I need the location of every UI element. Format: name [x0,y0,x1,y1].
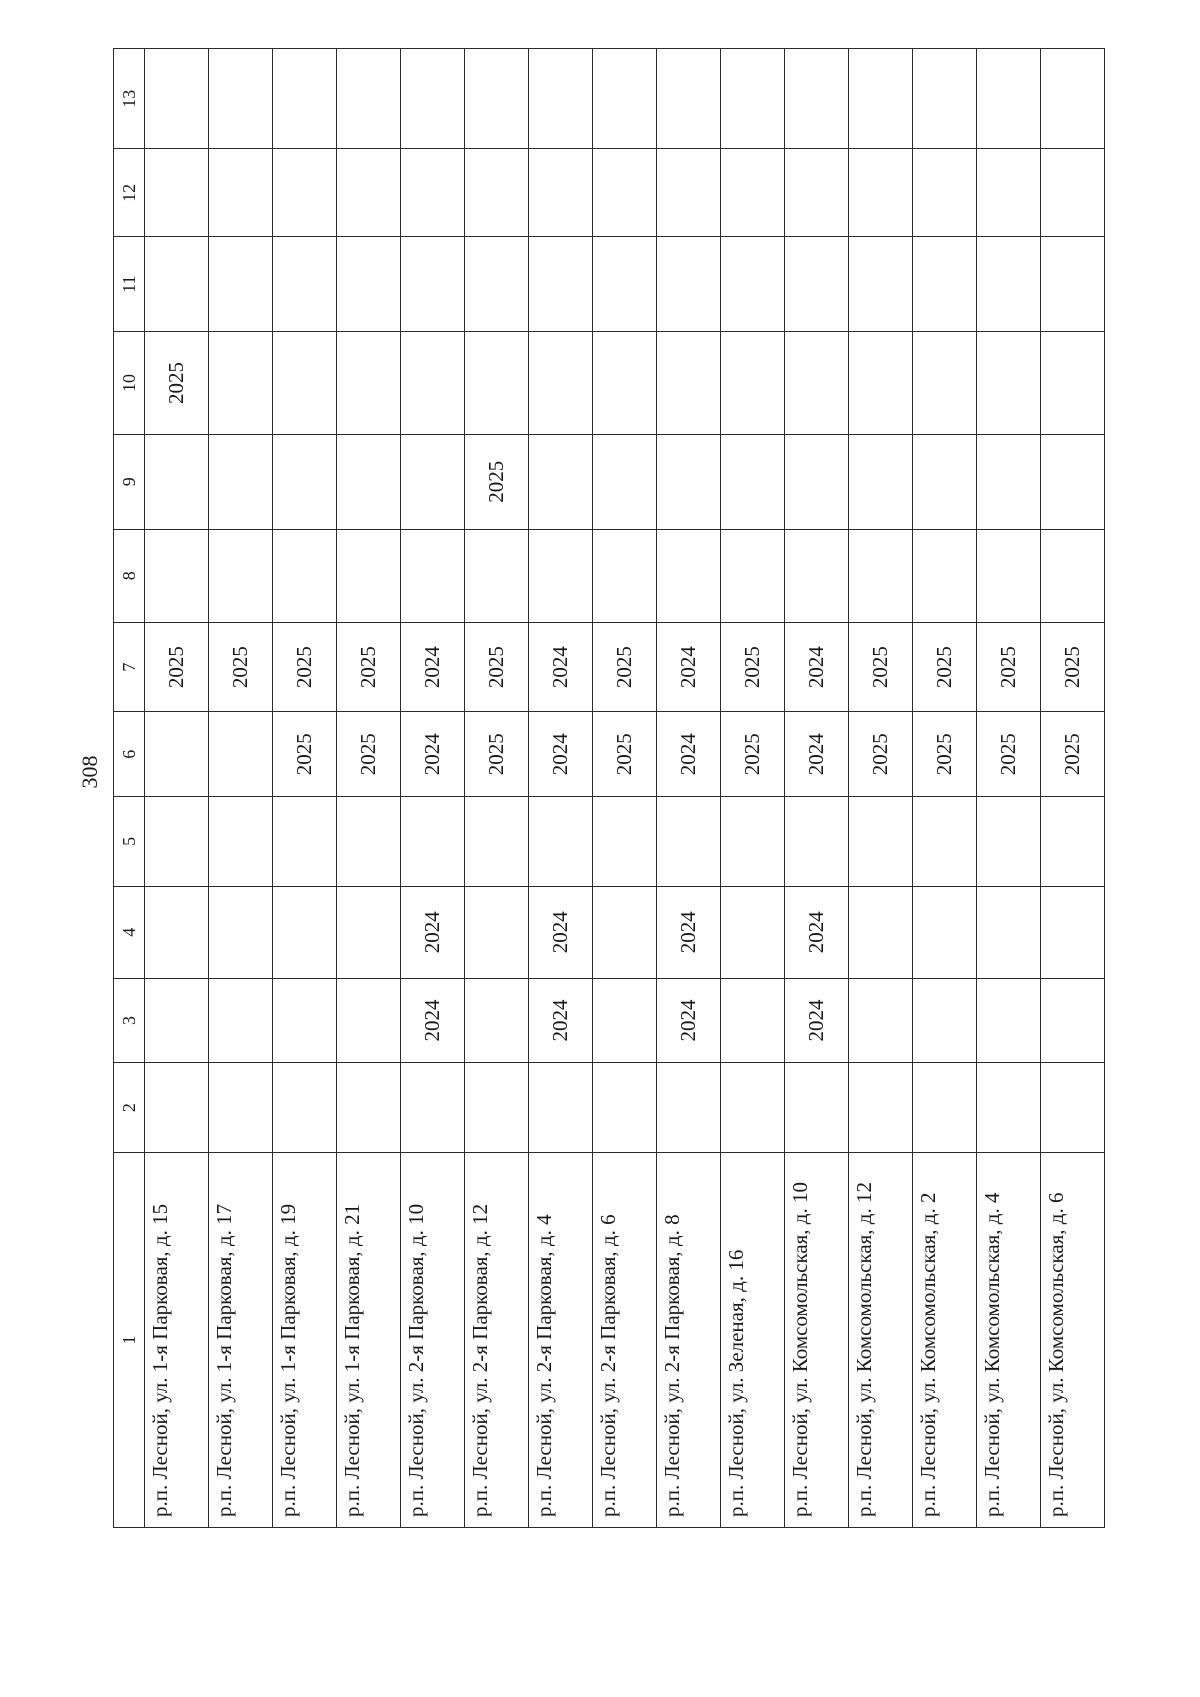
column-header-5: 5 [114,797,145,887]
address-cell: р.п. Лесной, ул. 2-я Парковая, д. 8 [657,1152,721,1527]
year-cell [977,434,1041,529]
table-row [465,49,529,1528]
year-cell [721,797,785,887]
table-row [337,49,401,1528]
year-cell [593,49,657,149]
year-cell [913,149,977,237]
year-cell [657,237,721,332]
year-cell [145,1063,209,1153]
year-cell: 2025 [465,712,529,797]
year-cell [977,529,1041,622]
year-cell [273,1063,337,1153]
year-cell [465,978,529,1063]
year-cell [913,1063,977,1153]
address-cell: р.п. Лесной, ул. 1-я Парковая, д. 15 [145,1152,209,1527]
year-cell [465,332,529,434]
year-cell [593,237,657,332]
column-header-10: 10 [114,332,145,434]
year-cell [273,797,337,887]
year-cell [529,49,593,149]
year-cell [337,886,401,978]
year-cell [977,49,1041,149]
address-cell: р.п. Лесной, ул. 1-я Парковая, д. 19 [273,1152,337,1527]
year-cell [273,434,337,529]
column-header-7: 7 [114,622,145,712]
year-cell [401,149,465,237]
year-cell [1041,49,1105,149]
year-cell [337,49,401,149]
year-cell [657,332,721,434]
year-cell [273,149,337,237]
table-row [721,49,785,1528]
column-header-11: 11 [114,237,145,332]
year-cell [401,332,465,434]
year-cell [209,797,273,887]
year-cell [529,332,593,434]
year-cell [145,149,209,237]
year-cell: 2024 [529,622,593,712]
year-cell [273,978,337,1063]
year-cell [145,434,209,529]
year-cell [593,978,657,1063]
year-cell: 2025 [849,622,913,712]
year-cell [465,49,529,149]
year-cell [977,797,1041,887]
year-cell [209,49,273,149]
year-cell [913,978,977,1063]
address-cell: р.п. Лесной, ул. 2-я Парковая, д. 10 [401,1152,465,1527]
year-cell: 2024 [401,886,465,978]
year-cell: 2025 [721,622,785,712]
year-cell: 2024 [657,886,721,978]
year-cell [465,1063,529,1153]
table-row [145,49,209,1528]
year-cell [529,797,593,887]
year-cell [209,434,273,529]
table-header-row [114,49,145,1528]
year-cell [529,149,593,237]
year-cell [849,886,913,978]
year-cell [849,1063,913,1153]
year-cell [209,1063,273,1153]
year-cell [849,434,913,529]
year-cell: 2024 [529,978,593,1063]
year-cell [273,49,337,149]
column-header-12: 12 [114,149,145,237]
column-header-6: 6 [114,712,145,797]
address-cell: р.п. Лесной, ул. 2-я Парковая, д. 12 [465,1152,529,1527]
year-cell [721,978,785,1063]
year-cell [721,434,785,529]
year-cell: 2024 [785,886,849,978]
year-cell [721,149,785,237]
year-cell [977,1063,1041,1153]
year-cell [849,529,913,622]
year-cell: 2025 [209,622,273,712]
year-cell [1041,434,1105,529]
table-row [913,49,977,1528]
year-cell: 2025 [145,332,209,434]
year-cell [337,529,401,622]
year-cell [337,978,401,1063]
year-cell [913,797,977,887]
year-cell: 2024 [785,712,849,797]
year-cell: 2025 [977,622,1041,712]
column-header-2: 2 [114,1063,145,1153]
year-cell [145,237,209,332]
year-cell [593,1063,657,1153]
column-header-13: 13 [114,49,145,149]
year-cell [1041,149,1105,237]
address-cell: р.п. Лесной, ул. 2-я Парковая, д. 6 [593,1152,657,1527]
table-row [209,49,273,1528]
year-cell [913,237,977,332]
year-cell [721,886,785,978]
year-cell [401,797,465,887]
year-cell: 2025 [337,622,401,712]
year-cell: 2024 [401,622,465,712]
year-cell [977,886,1041,978]
year-cell: 2025 [465,622,529,712]
table-row [849,49,913,1528]
year-cell [1041,332,1105,434]
year-cell: 2024 [657,712,721,797]
table-row [1041,49,1105,1528]
column-header-1: 1 [114,1152,145,1527]
column-header-4: 4 [114,886,145,978]
year-cell [721,49,785,149]
year-cell [977,332,1041,434]
year-cell [721,1063,785,1153]
year-cell [657,529,721,622]
year-cell [209,712,273,797]
year-cell [401,434,465,529]
year-cell: 2024 [529,712,593,797]
address-cell: р.п. Лесной, ул. Комсомольская, д. 6 [1041,1152,1105,1527]
year-cell [849,237,913,332]
year-cell [401,237,465,332]
year-cell [337,237,401,332]
year-cell [1041,797,1105,887]
year-cell: 2025 [913,622,977,712]
year-cell [401,529,465,622]
year-cell [721,237,785,332]
year-cell [337,149,401,237]
year-cell [849,332,913,434]
column-header-3: 3 [114,978,145,1063]
year-cell [593,149,657,237]
year-cell [785,149,849,237]
year-cell [337,434,401,529]
page-number: 308 [77,755,102,789]
year-cell [913,529,977,622]
year-cell [465,797,529,887]
year-cell: 2025 [849,712,913,797]
year-cell [657,1063,721,1153]
schedule-table [113,48,1105,1528]
table-body [145,49,1105,1528]
year-cell: 2025 [273,712,337,797]
year-cell [977,978,1041,1063]
year-cell [1041,1063,1105,1153]
year-cell [145,797,209,887]
address-cell: р.п. Лесной, ул. Комсомольская, д. 10 [785,1152,849,1527]
year-cell [529,434,593,529]
year-cell [785,529,849,622]
year-cell [593,434,657,529]
year-cell [465,886,529,978]
year-cell [465,529,529,622]
year-cell [209,332,273,434]
year-cell [209,237,273,332]
year-cell [273,332,337,434]
table-row [785,49,849,1528]
year-cell [849,49,913,149]
year-cell: 2025 [593,622,657,712]
year-cell [465,237,529,332]
address-cell: р.п. Лесной, ул. Зеленая, д. 16 [721,1152,785,1527]
year-cell [593,529,657,622]
year-cell: 2024 [401,712,465,797]
year-cell [785,237,849,332]
year-cell [657,49,721,149]
address-cell: р.п. Лесной, ул. Комсомольская, д. 12 [849,1152,913,1527]
year-cell [721,332,785,434]
table-row [401,49,465,1528]
year-cell: 2025 [1041,622,1105,712]
year-cell [209,886,273,978]
year-cell [785,332,849,434]
column-header-9: 9 [114,434,145,529]
year-cell [337,1063,401,1153]
year-cell [209,529,273,622]
address-cell: р.п. Лесной, ул. Комсомольская, д. 4 [977,1152,1041,1527]
year-cell [145,712,209,797]
year-cell [1041,529,1105,622]
year-cell [1041,237,1105,332]
year-cell [913,434,977,529]
year-cell: 2025 [273,622,337,712]
year-cell [785,49,849,149]
year-cell [785,797,849,887]
year-cell: 2024 [657,978,721,1063]
year-cell [977,149,1041,237]
year-cell: 2025 [593,712,657,797]
year-cell [849,978,913,1063]
year-cell [145,886,209,978]
year-cell: 2025 [465,434,529,529]
year-cell [913,49,977,149]
year-cell: 2024 [785,978,849,1063]
year-cell [145,978,209,1063]
year-cell [593,332,657,434]
year-cell [913,332,977,434]
year-cell: 2024 [785,622,849,712]
year-cell: 2025 [721,712,785,797]
year-cell [913,886,977,978]
table-row [593,49,657,1528]
year-cell [1041,978,1105,1063]
year-cell: 2025 [145,622,209,712]
year-cell [273,237,337,332]
table-row [977,49,1041,1528]
year-cell: 2024 [401,978,465,1063]
year-cell [209,978,273,1063]
address-cell: р.п. Лесной, ул. 2-я Парковая, д. 4 [529,1152,593,1527]
year-cell [977,237,1041,332]
year-cell [1041,886,1105,978]
year-cell [785,1063,849,1153]
address-cell: р.п. Лесной, ул. 1-я Парковая, д. 17 [209,1152,273,1527]
year-cell: 2025 [977,712,1041,797]
year-cell [401,1063,465,1153]
table-row [273,49,337,1528]
year-cell [721,529,785,622]
year-cell: 2025 [913,712,977,797]
year-cell [529,237,593,332]
year-cell [209,149,273,237]
year-cell [593,797,657,887]
year-cell: 2024 [529,886,593,978]
column-header-8: 8 [114,529,145,622]
year-cell [273,886,337,978]
year-cell [145,49,209,149]
table-row [657,49,721,1528]
year-cell [849,149,913,237]
year-cell [657,797,721,887]
year-cell [849,797,913,887]
table-row [529,49,593,1528]
year-cell [529,1063,593,1153]
year-cell [337,332,401,434]
year-cell [657,434,721,529]
year-cell [785,434,849,529]
year-cell: 2024 [657,622,721,712]
year-cell [145,529,209,622]
address-cell: р.п. Лесной, ул. 1-я Парковая, д. 21 [337,1152,401,1527]
year-cell [593,886,657,978]
year-cell: 2025 [337,712,401,797]
year-cell [337,797,401,887]
address-cell: р.п. Лесной, ул. Комсомольская, д. 2 [913,1152,977,1527]
year-cell [401,49,465,149]
year-cell [529,529,593,622]
year-cell [657,149,721,237]
year-cell [465,149,529,237]
year-cell: 2025 [1041,712,1105,797]
year-cell [273,529,337,622]
